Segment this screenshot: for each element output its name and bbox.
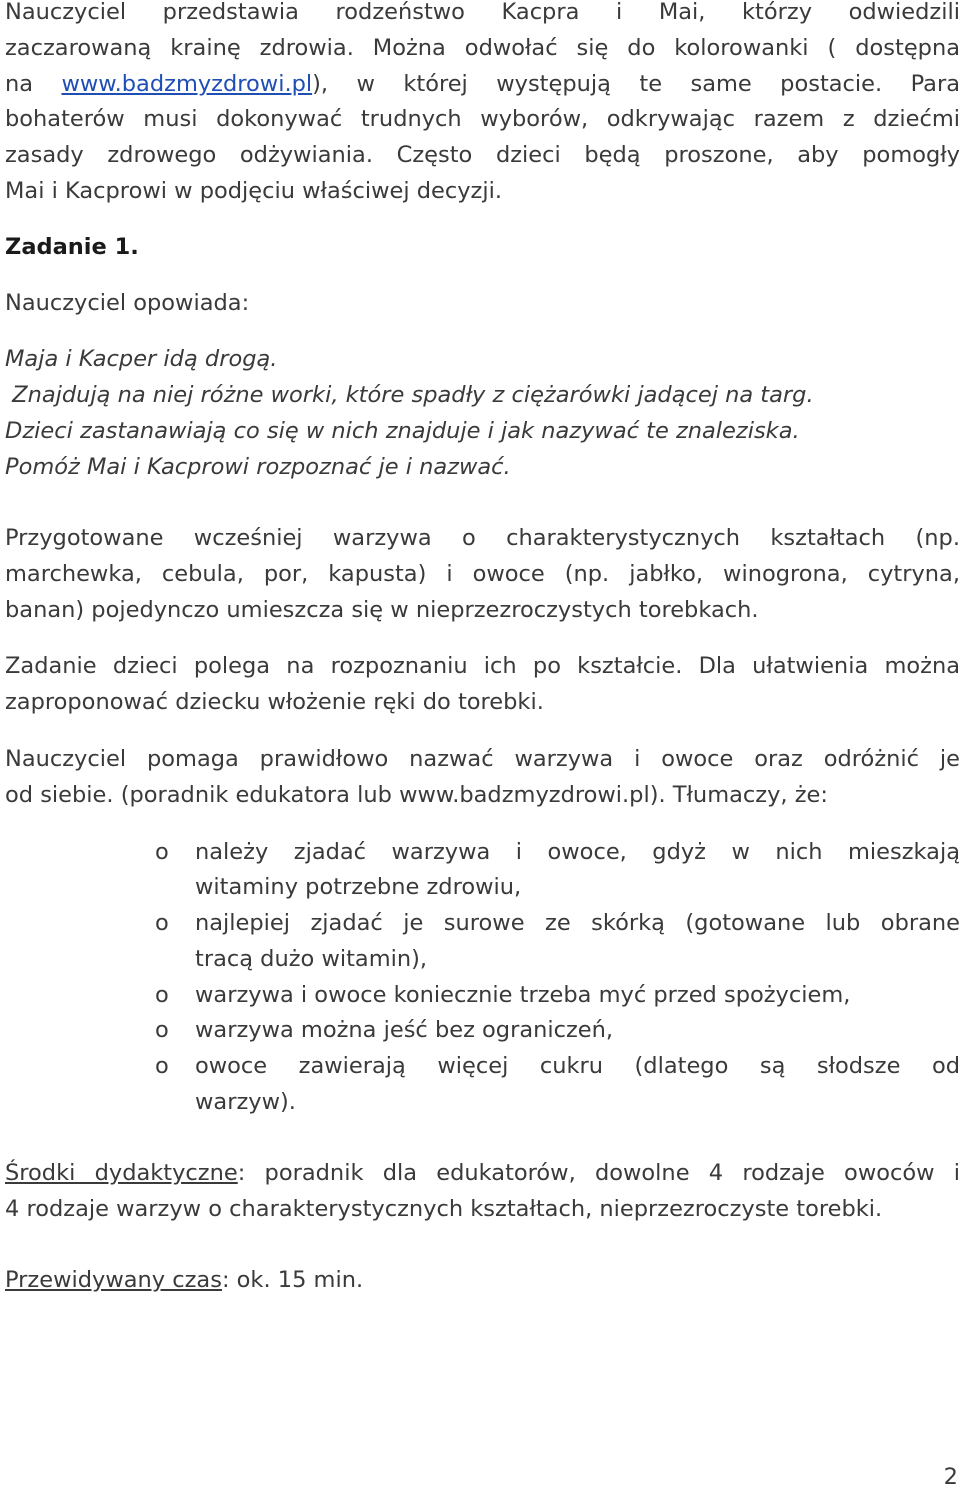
bullet-5-line-1: owoce zawierają więcej cukru (dlatego są słodsze od	[195, 1053, 960, 1079]
bullet-marker: o	[155, 910, 169, 936]
intro-line-2: zaczarowaną krainę zdrowia. Można odwołać się do kolorowanki ( dostępna	[5, 35, 960, 61]
bullet-marker: o	[155, 1017, 169, 1043]
story-line-1: Maja i Kacper idą drogą.	[5, 346, 278, 372]
bullet-marker: o	[155, 839, 169, 865]
time-value: : ok. 15 min.	[221, 1267, 364, 1293]
task-desc-line-1: Zadanie dzieci polega na rozpoznaniu ich po kształcie. Dla ułatwienia można	[5, 653, 960, 679]
page-number: 2	[943, 1464, 958, 1490]
bullet-5-line-2: warzyw).	[195, 1089, 296, 1115]
prep-line-3: banan) pojedynczo umieszcza się w nieprzezroczystych torebkach.	[5, 597, 759, 623]
time-line	[5, 1262, 960, 1298]
materials-line-2: 4 rodzaje warzyw o charakterystycznych kształtach, nieprzezroczyste torebki.	[5, 1196, 883, 1222]
intro-line-3-end: ), w której występują te same postacie. Para	[312, 71, 960, 97]
time-label: Przewidywany czas	[5, 1267, 222, 1293]
bullet-marker: o	[155, 982, 169, 1008]
bullet-3-line-1: warzywa i owoce koniecznie trzeba myć przed spożyciem,	[195, 982, 851, 1008]
intro-line-3	[5, 66, 960, 102]
intro-line-3-start: na	[5, 71, 62, 97]
intro-line-6: Mai i Kacprowi w podjęciu właściwej decyzji.	[5, 178, 502, 204]
bullet-2-line-2: tracą dużo witamin),	[195, 946, 428, 972]
teacher-helps-line-2: od siebie. (poradnik edukatora lub www.badzmyzdrowi.pl). Tłumaczy, że:	[5, 782, 828, 808]
prep-line-2: marchewka, cebula, por, kapusta) i owoce (np. jabłko, winogrona, cytryna,	[5, 561, 960, 587]
badzmyzdrowi-link[interactable]: www.badzmyzdrowi.pl	[61, 71, 313, 97]
materials-line-1	[5, 1155, 960, 1191]
teacher-helps-line-1: Nauczyciel pomaga prawidłowo nazwać warzywa i owoce oraz odróżnić je	[5, 746, 960, 772]
bullet-1-line-1: należy zjadać warzywa i owoce, gdyż w nich mieszkają	[195, 839, 960, 865]
bullet-marker: o	[155, 1053, 169, 1079]
story-line-2: Znajdują na niej różne worki, które spadły z ciężarówki jadącej na targ.	[5, 382, 814, 408]
story-line-3: Dzieci zastanawiają co się w nich znajduje i jak nazywać te znaleziska.	[5, 418, 800, 444]
bullet-2-line-1: najlepiej zjadać je surowe ze skórką (gotowane lub obrane	[195, 910, 960, 936]
intro-line-1: Nauczyciel przedstawia rodzeństwo Kacpra i Mai, którzy odwiedzili	[5, 0, 960, 25]
teacher-says: Nauczyciel opowiada:	[5, 290, 250, 316]
bullet-4-line-1: warzywa można jeść bez ograniczeń,	[195, 1017, 614, 1043]
materials-rest: poradnik dla edukatorów, dowolne 4 rodzaje owoców i	[245, 1160, 960, 1186]
bullet-1-line-2: witaminy potrzebne zdrowiu,	[195, 874, 522, 900]
task-desc-line-2: zaproponować dziecku włożenie ręki do torebki.	[5, 689, 544, 715]
materials-label: Środki dydaktyczne	[5, 1160, 238, 1186]
story-line-4: Pomóż Mai i Kacprowi rozpoznać je i nazwać.	[5, 454, 511, 480]
materials-colon: :	[237, 1160, 246, 1186]
intro-line-4: bohaterów musi dokonywać trudnych wyborów, odkrywając razem z dziećmi	[5, 106, 960, 132]
task-heading: Zadanie 1.	[5, 234, 139, 260]
prep-line-1: Przygotowane wcześniej warzywa o charakterystycznych kształtach (np.	[5, 525, 960, 551]
intro-line-5: zasady zdrowego odżywiania. Często dzieci będą proszone, aby pomogły	[5, 142, 960, 168]
